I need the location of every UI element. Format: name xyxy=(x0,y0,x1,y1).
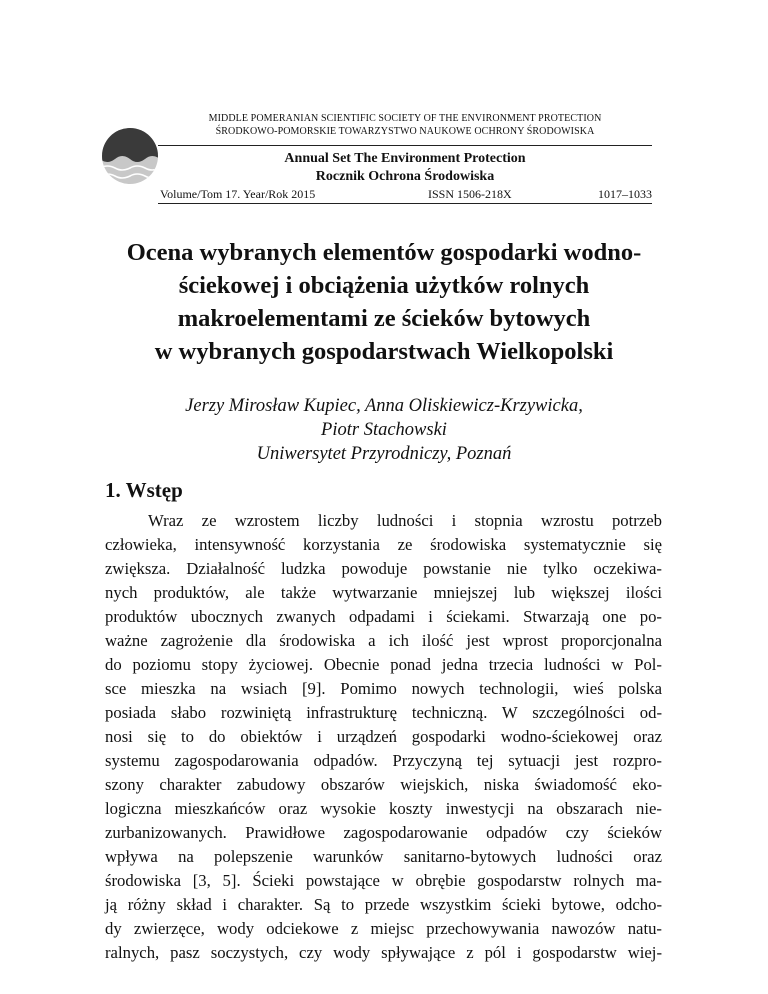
page-range: 1017–1033 xyxy=(598,187,652,201)
society-name xyxy=(158,112,652,138)
text-line: dy zwierzęce, wody odciekowe z miejsc przechowywania nawozów natu- xyxy=(105,919,662,938)
section-heading: 1. Wstęp xyxy=(105,478,183,502)
text-line: nych produktów, ale także wytwarzanie mniejszej lub większej ilości xyxy=(105,583,662,602)
society-name-pl: ŚRODKOWO-POMORSKIE TOWARZYSTWO NAUKOWE OCHRONY ŚRODOWISKA xyxy=(215,126,595,137)
text-line: posiada słabo rozwiniętą infrastrukturę techniczną. W szczególności od- xyxy=(105,703,662,722)
text-line: ralnych, pasz soczystych, czy wody spływające z pól i gospodarstw wiej- xyxy=(105,943,662,962)
text-line: człowieka, intensywność korzystania ze środowiska systematycznie się xyxy=(105,535,662,554)
text-line: zurbanizowanych. Prawidłowe zagospodarowanie odpadów czy ścieków xyxy=(105,823,662,842)
volume-year: Volume/Tom 17. Year/Rok 2015 xyxy=(160,187,316,201)
text-line: sce mieszka na wsiach [9]. Pomimo nowych technologii, wieś polska xyxy=(105,679,662,698)
text-line: systemu zagospodarowania odpadów. Przyczyną tej sytuacji jest rozpro- xyxy=(105,751,662,770)
body-paragraph xyxy=(105,509,662,965)
journal-name-en: Annual Set The Environment Protection xyxy=(284,151,526,166)
title-line: w wybranych gospodarstwach Wielkopolski xyxy=(154,338,614,365)
text-line: środowiska [3, 5]. Ścieki powstające w obrębie gospodarstw rolnych ma- xyxy=(105,871,662,890)
title-line: makroelementami ze ścieków bytowych xyxy=(177,305,591,332)
article-title xyxy=(60,236,708,368)
text-line: Wraz ze wzrostem liczby ludności i stopnia wzrostu potrzeb xyxy=(148,511,662,530)
title-line: ściekowej i obciążenia użytków rolnych xyxy=(178,272,590,299)
society-name-en: MIDDLE POMERANIAN SCIENTIFIC SOCIETY OF THE ENVIRONMENT PROTECTION xyxy=(208,113,602,124)
affiliation: Uniwersytet Przyrodniczy, Poznań xyxy=(256,444,512,464)
author-line: Piotr Stachowski xyxy=(321,420,447,440)
text-line: wpływa na polepszenie warunków sanitarno-bytowych ludności oraz xyxy=(105,847,662,866)
author-line: Jerzy Mirosław Kupiec, Anna Oliskiewicz-Krzywicka, xyxy=(185,396,583,416)
journal-name-pl: Rocznik Ochrona Środowiska xyxy=(315,169,495,184)
society-logo-icon xyxy=(100,126,160,186)
header-rule-bottom xyxy=(158,203,652,204)
text-line: produktów ubocznych zwanych odpadami i ściekami. Stwarzają one po- xyxy=(105,607,662,626)
journal-name xyxy=(158,150,652,186)
issn: ISSN 1506-218X xyxy=(428,187,512,201)
text-line: szony charakter zabudowy obszarów wiejskich, niska świadomość eko- xyxy=(105,775,662,794)
text-line: ważne zagrożenie dla środowiska a ich ilość jest wprost proporcjonalna xyxy=(105,631,662,650)
text-line: ją różny skład i charakter. Są to przede wszystkim ścieki bytowe, odcho- xyxy=(105,895,662,914)
header-rule-top xyxy=(158,145,652,146)
text-line: do poziomu stopy życiowej. Obecnie ponad jedna trzecia ludności w Pol- xyxy=(105,655,662,674)
text-line: logiczna mieszkańców oraz wysokie koszty inwestycji na obszarach nie- xyxy=(105,799,662,818)
text-line: zwiększa. Działalność ludzka powoduje powstanie nie tylko oczekiwa- xyxy=(105,559,662,578)
text-line: nosi się to do obiektów i urządzeń gospodarki wodno-ściekowej oraz xyxy=(105,727,662,746)
title-line: Ocena wybranych elementów gospodarki wodno- xyxy=(126,239,642,266)
authors-affiliation xyxy=(60,394,708,466)
